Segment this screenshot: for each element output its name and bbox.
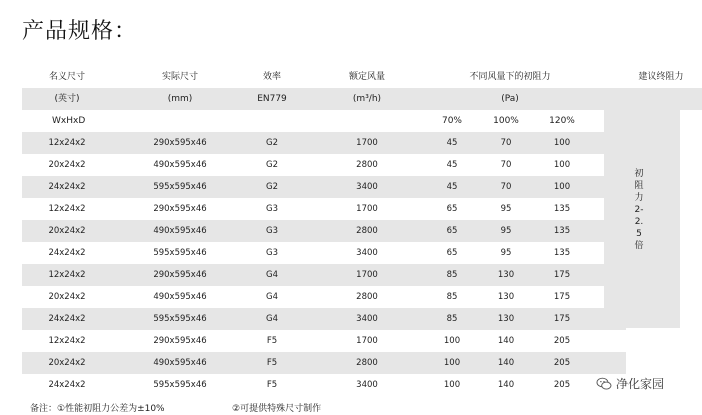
cell-airflow: 2800 [356, 292, 378, 302]
cell-actual: 290x595x46 [153, 270, 207, 280]
cell-r100: 130 [497, 314, 515, 324]
spec-table [22, 66, 702, 396]
cell-nominal: 24x24x2 [48, 380, 86, 390]
header-actual-size: 实际尺寸 [161, 72, 198, 82]
unit-inch: (英寸) [54, 94, 80, 104]
cell-r70: 85 [446, 270, 458, 280]
header-row-2 [22, 88, 702, 110]
note-tolerance: 备注：①性能初阻力公差为±10% [30, 404, 165, 414]
cell-r70: 65 [446, 248, 458, 258]
cell-nominal: 12x24x2 [48, 270, 86, 280]
cell-efficiency: G2 [266, 138, 278, 148]
cell-nominal: 12x24x2 [48, 138, 86, 148]
cell-efficiency: G4 [266, 314, 278, 324]
header-row-1 [22, 66, 702, 88]
cell-r120: 135 [553, 226, 571, 236]
page-title: 产品规格： [22, 19, 138, 44]
cell-airflow: 3400 [356, 314, 378, 324]
cell-r100: 70 [500, 138, 512, 148]
cell-efficiency: G4 [266, 270, 278, 280]
watermark [596, 375, 664, 392]
cell-r100: 95 [500, 248, 512, 258]
cell-efficiency: G2 [266, 160, 278, 170]
dimension-label: WxHxD [52, 116, 86, 126]
cell-r100: 95 [500, 204, 512, 214]
cell-r70: 100 [443, 336, 461, 346]
table-row [22, 176, 626, 198]
cell-r120: 175 [553, 270, 571, 280]
cell-r100: 95 [500, 226, 512, 236]
cell-r120: 175 [553, 292, 571, 302]
cell-actual: 490x595x46 [153, 160, 207, 170]
unit-airflow: (m³/h) [352, 94, 382, 104]
unit-en779: EN779 [257, 94, 287, 104]
table-row [22, 154, 626, 176]
unit-pa: (Pa) [501, 94, 519, 104]
header-efficiency: 效率 [262, 72, 281, 82]
cell-efficiency: G4 [266, 292, 278, 302]
cell-nominal: 12x24x2 [48, 204, 86, 214]
watermark-text: 净化家园 [616, 377, 665, 391]
cell-efficiency: G3 [266, 204, 278, 214]
table-row [22, 374, 626, 396]
cell-nominal: 20x24x2 [48, 226, 86, 236]
cell-nominal: 24x24x2 [48, 248, 86, 258]
cell-airflow: 3400 [356, 182, 378, 192]
cell-airflow: 1700 [356, 138, 378, 148]
cell-nominal: 24x24x2 [48, 314, 86, 324]
table-row [22, 308, 626, 330]
cell-airflow: 1700 [356, 204, 378, 214]
note-custom-size: ②可提供特殊尺寸制作 [232, 404, 322, 414]
cell-airflow: 3400 [356, 380, 378, 390]
pct-100: 100% [493, 116, 519, 126]
cell-actual: 490x595x46 [153, 226, 207, 236]
cell-actual: 490x595x46 [153, 292, 207, 302]
cell-r100: 140 [497, 380, 515, 390]
header-row-3 [22, 110, 702, 132]
cell-actual: 595x595x46 [153, 380, 207, 390]
cell-r70: 65 [446, 204, 458, 214]
cell-r120: 205 [553, 358, 571, 368]
unit-mm: (mm) [167, 94, 193, 104]
cell-r100: 130 [497, 292, 515, 302]
cell-r100: 140 [497, 336, 515, 346]
cell-r100: 70 [500, 160, 512, 170]
cell-r120: 100 [553, 138, 571, 148]
cell-efficiency: F5 [266, 336, 278, 346]
cell-r120: 205 [553, 336, 571, 346]
cell-airflow: 2800 [356, 226, 378, 236]
header-final-resistance: 建议终阻力 [638, 72, 684, 82]
cell-r70: 45 [446, 182, 458, 192]
cell-airflow: 3400 [356, 248, 378, 258]
wechat-icon [596, 377, 612, 391]
table-row [22, 242, 626, 264]
header-rated-airflow: 额定风量 [348, 72, 385, 82]
cell-nominal: 24x24x2 [48, 182, 86, 192]
cell-r70: 65 [446, 226, 458, 236]
cell-actual: 290x595x46 [153, 336, 207, 346]
cell-nominal: 20x24x2 [48, 358, 86, 368]
table-row [22, 330, 626, 352]
cell-r100: 130 [497, 270, 515, 280]
pct-70: 70% [441, 116, 462, 126]
cell-r120: 175 [553, 314, 571, 324]
cell-r70: 100 [443, 380, 461, 390]
cell-r70: 45 [446, 160, 458, 170]
cell-airflow: 1700 [356, 336, 378, 346]
cell-r120: 100 [553, 160, 571, 170]
table-row [22, 264, 626, 286]
cell-efficiency: G3 [266, 248, 278, 258]
cell-nominal: 12x24x2 [48, 336, 86, 346]
cell-r70: 100 [443, 358, 461, 368]
cell-r70: 85 [446, 314, 458, 324]
cell-r120: 135 [553, 248, 571, 258]
cell-efficiency: F5 [266, 358, 278, 368]
cell-r120: 205 [553, 380, 571, 390]
cell-r70: 85 [446, 292, 458, 302]
final-resistance-text: 初阻力2-2.5倍 [634, 169, 644, 251]
cell-r100: 70 [500, 182, 512, 192]
cell-airflow: 2800 [356, 358, 378, 368]
cell-efficiency: F5 [266, 380, 278, 390]
table-row [22, 286, 626, 308]
table-row [22, 220, 626, 242]
cell-actual: 595x595x46 [153, 314, 207, 324]
cell-r100: 140 [497, 358, 515, 368]
cell-airflow: 1700 [356, 270, 378, 280]
table-row [22, 352, 626, 374]
cell-actual: 595x595x46 [153, 182, 207, 192]
pct-120: 120% [549, 116, 575, 126]
cell-r120: 135 [553, 204, 571, 214]
cell-nominal: 20x24x2 [48, 292, 86, 302]
cell-efficiency: G3 [266, 226, 278, 236]
cell-r120: 100 [553, 182, 571, 192]
table-row [22, 198, 626, 220]
cell-actual: 290x595x46 [153, 138, 207, 148]
cell-actual: 490x595x46 [153, 358, 207, 368]
cell-actual: 290x595x46 [153, 204, 207, 214]
header-initial-resistance: 不同风量下的初阻力 [469, 72, 551, 82]
cell-efficiency: G2 [266, 182, 278, 192]
table-row [22, 132, 626, 154]
cell-airflow: 2800 [356, 160, 378, 170]
cell-r70: 45 [446, 138, 458, 148]
cell-actual: 595x595x46 [153, 248, 207, 258]
cell-nominal: 20x24x2 [48, 160, 86, 170]
header-nominal-size: 名义尺寸 [48, 72, 85, 82]
